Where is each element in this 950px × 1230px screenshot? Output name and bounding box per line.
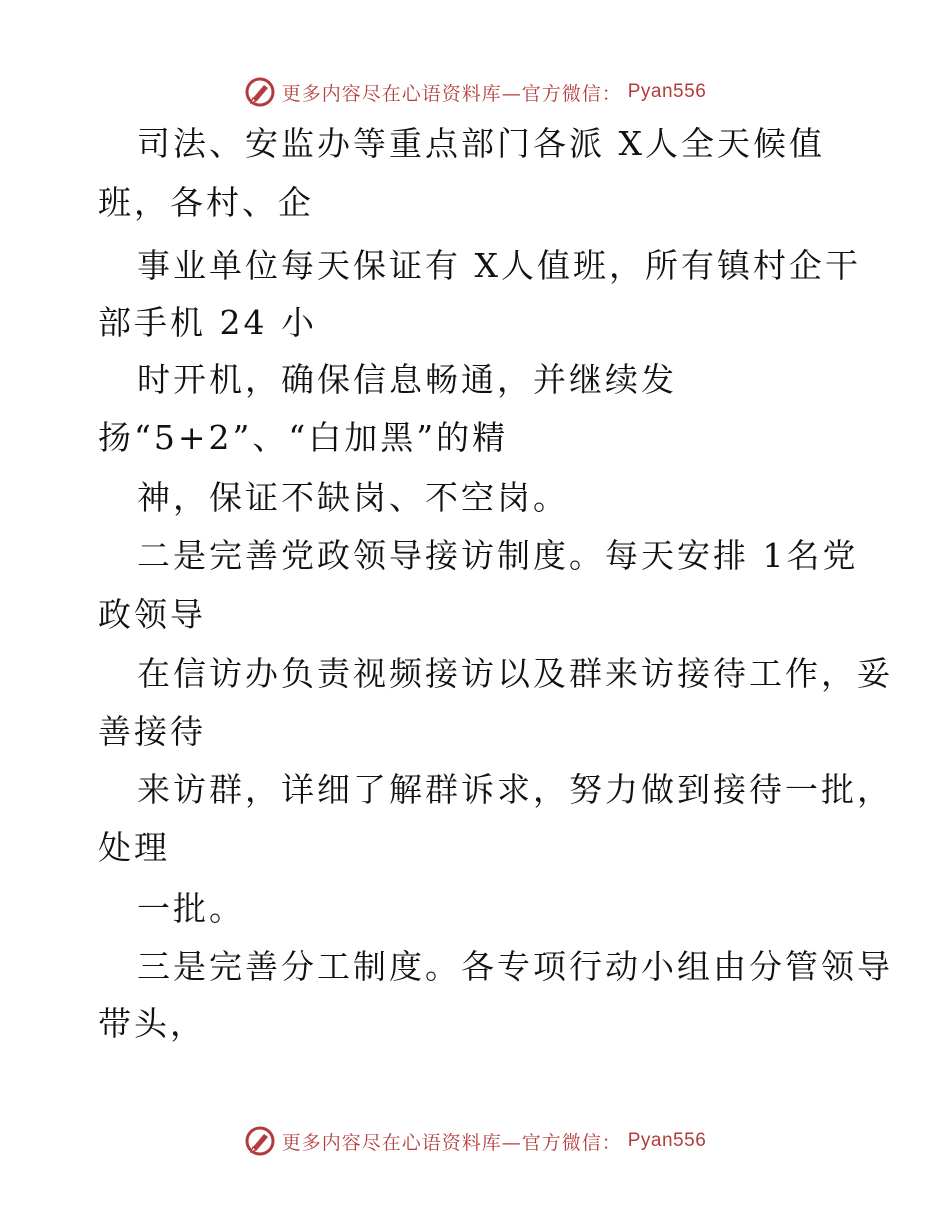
text-line: 来访群，详细了解群诉求，努力做到接待一批， [137,770,893,809]
header-watermark [0,72,950,112]
text-line: 三是完善分工制度。各专项行动小组由分管领导 [137,947,893,986]
footer-watermark [0,1121,950,1161]
text-line: 神，保证不缺岗、不空岗。 [137,478,569,517]
watermark-id: Pyan556 [627,1130,707,1151]
pen-seal-icon [244,1125,276,1157]
text-line: 司法、安监办等重点部门各派 X人全天候值 [137,124,825,163]
watermark-text: 更多内容尽在心语资料库—官方微信： [281,1131,622,1154]
watermark-text: 更多内容尽在心语资料库—官方微信： [281,82,622,105]
text-line: 处理 [98,828,170,867]
text-line: 二是完善党政领导接访制度。每天安排 1名党 [137,536,859,575]
text-line: 政领导 [98,595,206,634]
text-line: 部手机 24 小 [98,303,317,342]
text-line: 事业单位每天保证有 X人值班，所有镇村企干 [137,246,861,285]
text-line: 善接待 [98,712,206,751]
text-line: 扬“5+2”、“白加黑”的精 [98,418,509,457]
watermark-id: Pyan556 [627,81,707,102]
text-line: 时开机，确保信息畅通，并继续发 [137,360,677,399]
text-line: 带头， [98,1004,206,1043]
text-line: 班，各村、企 [98,183,314,222]
text-line: 在信访办负责视频接访以及群来访接待工作，妥 [137,654,893,693]
text-line: 一批。 [137,889,245,928]
pen-seal-icon [244,76,276,108]
